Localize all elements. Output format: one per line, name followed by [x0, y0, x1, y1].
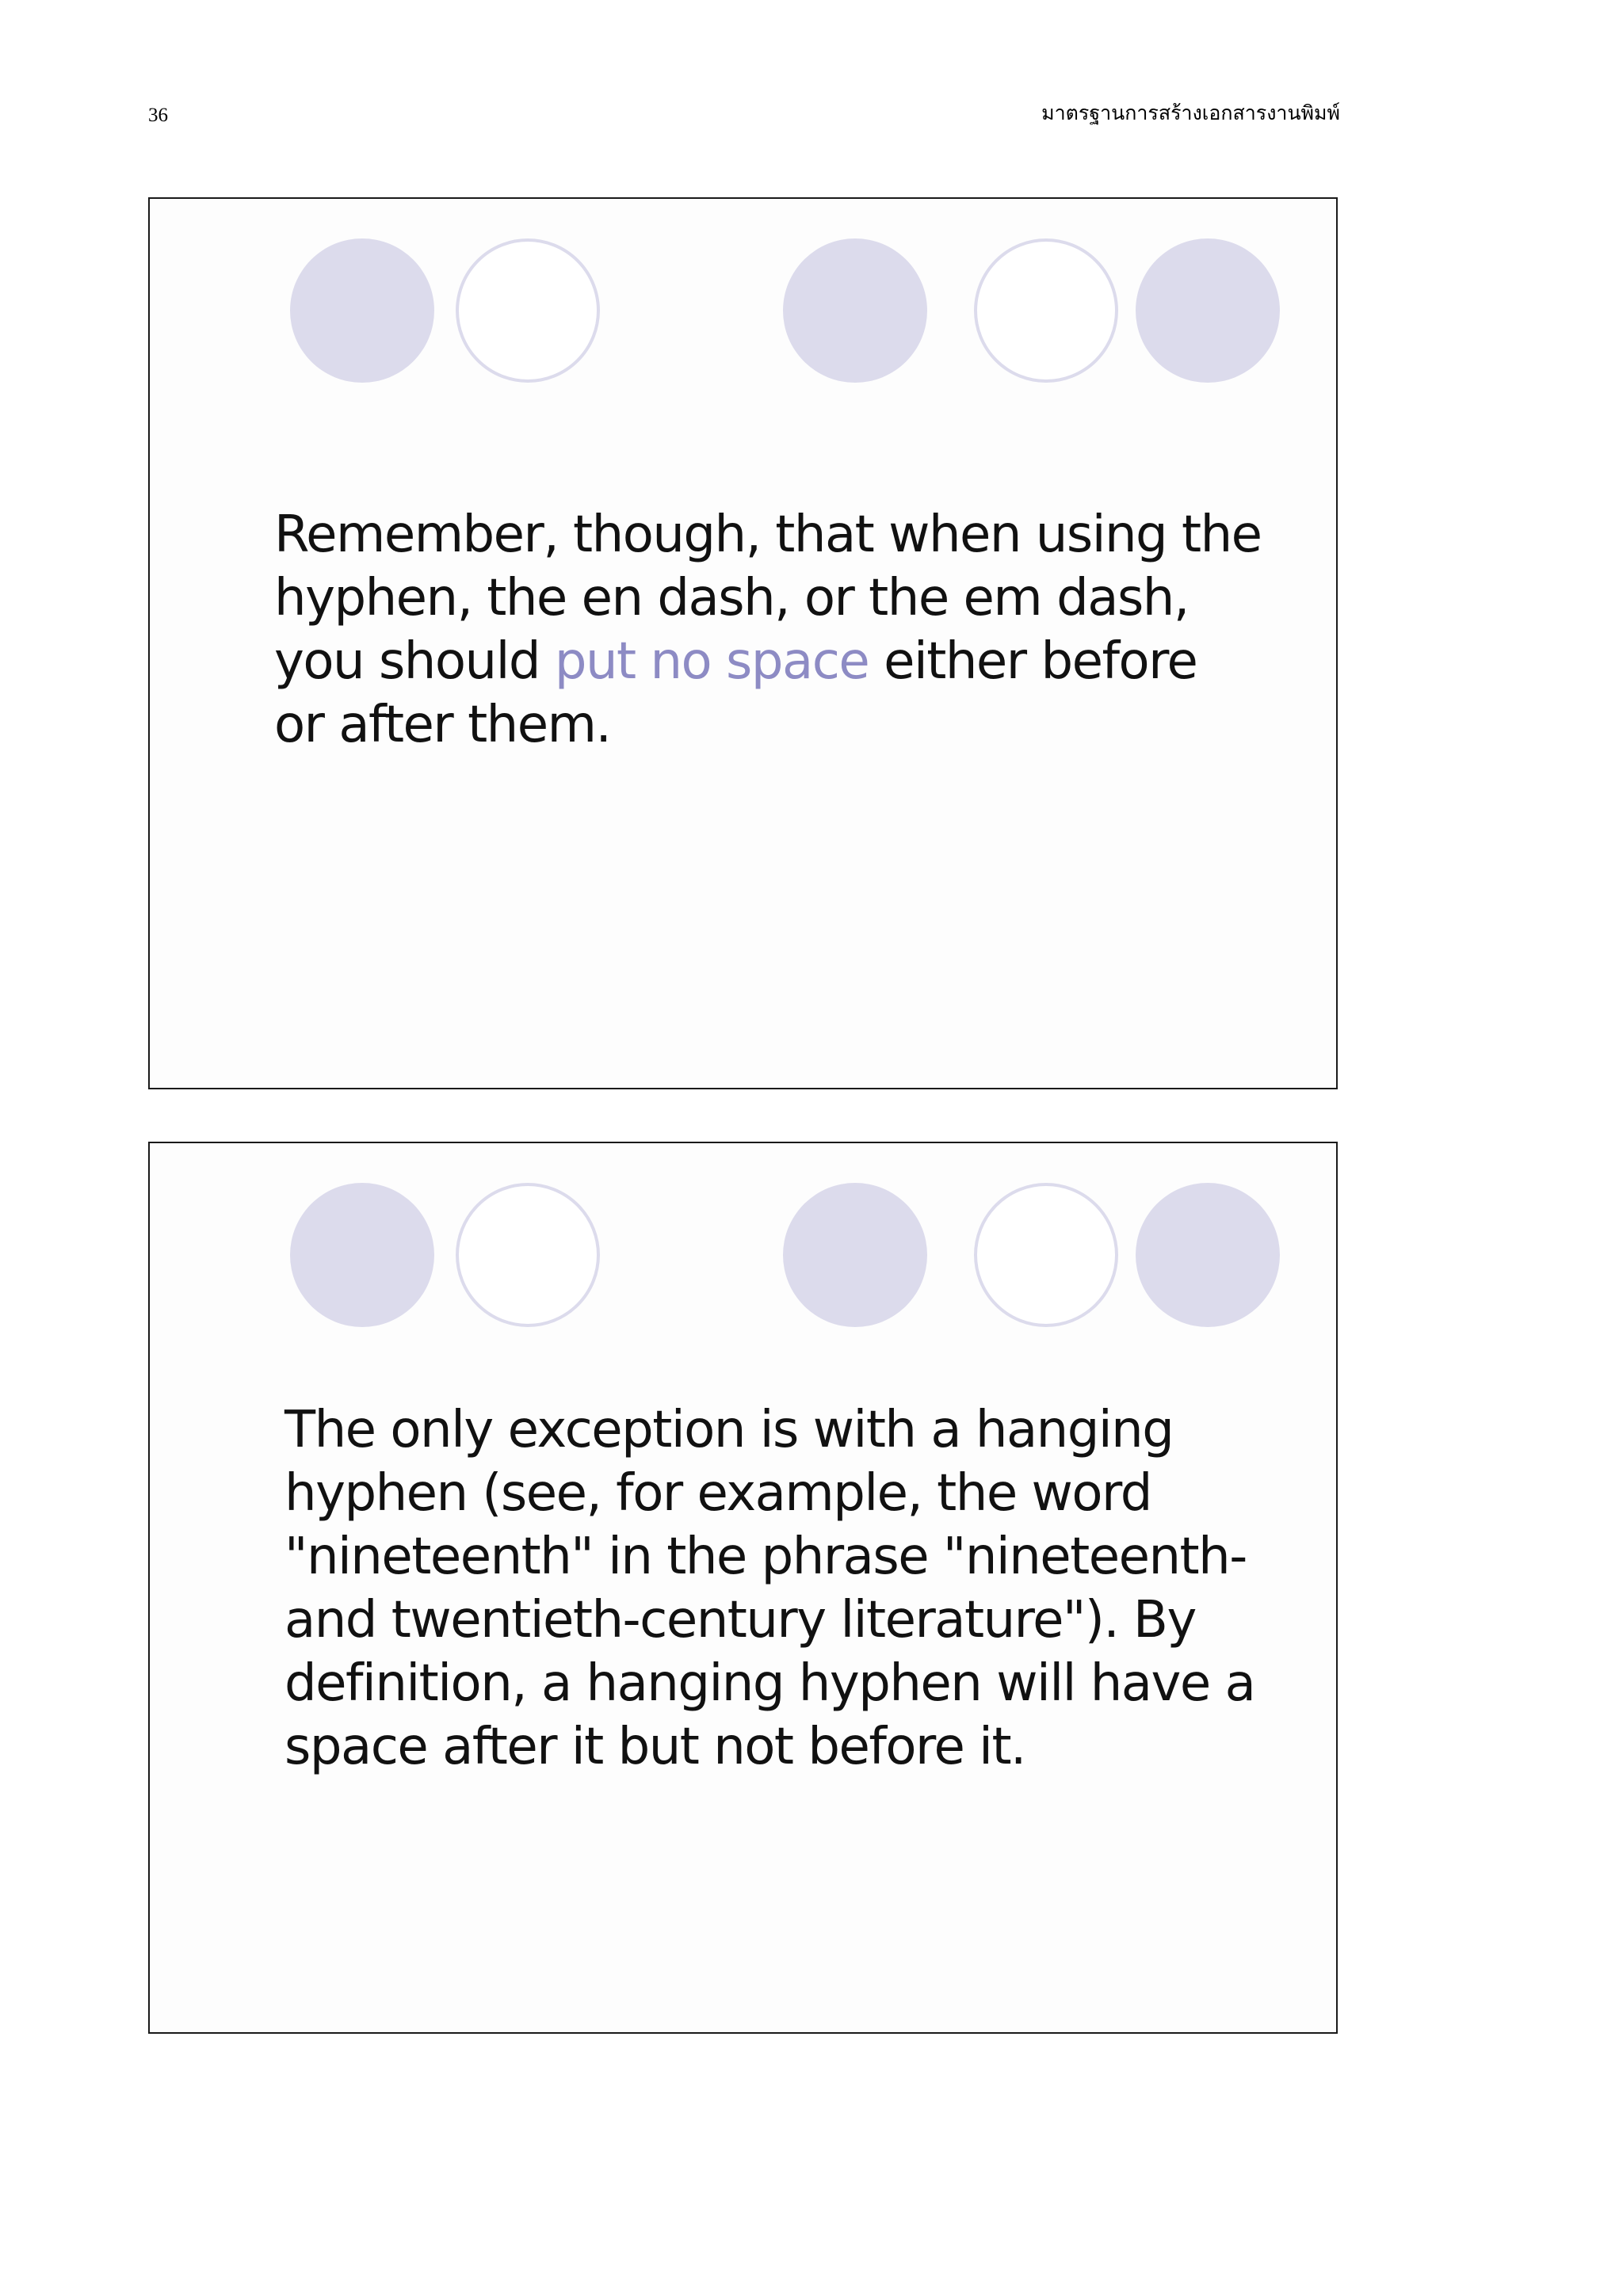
text-line: [274, 630, 1262, 693]
slide-2: [148, 1142, 1338, 2034]
text-line: or after them.: [274, 696, 611, 754]
decorative-circle-filled: [1136, 238, 1280, 383]
text-line: hyphen (see, for example, the word: [285, 1464, 1151, 1523]
decorative-circle-outline: [974, 1183, 1118, 1327]
slide-1-body-text: [274, 503, 1262, 757]
decorative-circle-filled: [1136, 1183, 1280, 1327]
text-line: and twentieth-century literature"). By: [285, 1591, 1196, 1650]
highlighted-phrase: put no space: [554, 632, 869, 691]
text-line: definition, a hanging hyphen will have a: [285, 1654, 1255, 1713]
page-number: 36: [148, 105, 168, 126]
decorative-circle-outline: [974, 238, 1118, 383]
text-line: The only exception is with a hanging: [285, 1401, 1174, 1459]
text-segment: either before: [869, 632, 1197, 691]
decorative-circle-filled: [290, 1183, 434, 1327]
slide-2-body-text: [285, 1398, 1254, 1779]
running-header-title: มาตรฐานการสร้างเอกสารงานพิมพ์: [1041, 101, 1340, 124]
text-line: Remember, though, that when using the: [274, 505, 1262, 564]
decorative-circle-filled: [290, 238, 434, 383]
text-line: space after it but not before it.: [285, 1718, 1025, 1776]
decorative-circle-filled: [783, 238, 927, 383]
text-line: "nineteenth" in the phrase "nineteenth-: [285, 1527, 1247, 1586]
decorative-circle-outline: [456, 238, 600, 383]
decorative-circle-outline: [456, 1183, 600, 1327]
text-line: hyphen, the en dash, or the em dash,: [274, 569, 1189, 627]
decorative-circle-filled: [783, 1183, 927, 1327]
slide-1: [148, 197, 1338, 1089]
text-segment: you should: [274, 632, 555, 691]
